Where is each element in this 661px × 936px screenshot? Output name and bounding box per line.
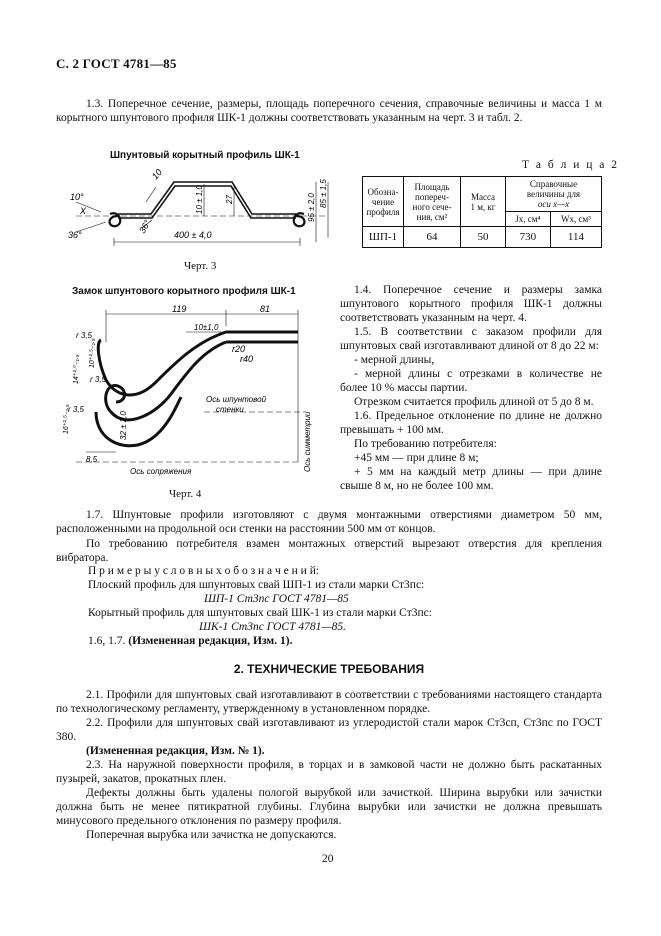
- paragraph-2-1: 2.1. Профили для шпунтовых свай изготавливают в соответствии с требованиями настоящего стандарта по технологическому регламенту, утвержденному в установленном порядке.: [56, 689, 602, 715]
- profile-outline-bottom: [118, 186, 296, 218]
- list-item: +45 мм — при длине 8 м;: [354, 452, 479, 464]
- axis-wall-label: Ось шпунтовой: [206, 395, 267, 404]
- paragraph-1-7: 1.7. Шпунтовые профили изготовляют с двумя монтажными отверстиями диаметром 50 мм, расположенными на продольной оси стенки на расстоянии 500 мм от концов.: [56, 509, 602, 535]
- example-2-code: ШК-1 Ст3пс ГОСТ 4781—85.: [199, 621, 346, 633]
- dim-10-label: 10: [149, 167, 164, 182]
- cell-area: 64: [404, 227, 461, 248]
- paragraph-1-5: 1.5. В соответствии с заказом профили для шпунтовых свай изготавливают длиной от 8 до 22 м:: [340, 326, 602, 352]
- example-2-text: Корытный профиль для шпунтовых свай ШК-1 из стали марки Ст3пс:: [88, 607, 432, 619]
- page-header: С. 2 ГОСТ 4781—85: [56, 56, 177, 71]
- list-item: - мерной длины с отрезками в количестве не более 10 % массы партии.: [340, 368, 602, 394]
- col-reference-header: Справочные величины для оси x—x: [506, 177, 602, 212]
- angle-36-right-label: 36°: [137, 218, 153, 235]
- r35-bottom-label: r 3,5: [68, 405, 85, 414]
- r35-mid-label: r 3,5: [90, 375, 107, 384]
- dim-81-label: 81: [260, 304, 271, 314]
- cell-jx: 730: [506, 227, 551, 248]
- profile-outline-top: [118, 182, 296, 214]
- amendment-note-1: 1.6, 1.7. (Измененная редакция, Изм. 1).: [88, 635, 293, 647]
- col-mass-header: Масса 1 м, кг: [461, 177, 506, 227]
- col-wx-header: Wx, см³: [550, 212, 601, 227]
- left-lock: [110, 213, 121, 226]
- dim-8-5-label: 8,5: [86, 455, 98, 464]
- figure-3-drawing: [56, 162, 338, 258]
- list-item: - мерной длины,: [354, 354, 435, 366]
- lock-inner: [106, 342, 226, 420]
- dim-85-label: 85 ± 1,5: [319, 179, 328, 208]
- angle-36-left-label: 36°: [68, 230, 82, 240]
- paragraph-2-2: 2.2. Профили для шпунтовых свай изготавливают из углеродистой стали марок Ст3сп, Ст3пс по ГОСТ 380.: [56, 717, 602, 743]
- dim-10-label: 10±1,0: [194, 323, 219, 332]
- dim-14-tol-label: 14⁺²·⁰₋₁.₅: [73, 354, 80, 384]
- r40-label: r40: [240, 354, 254, 364]
- section-2-title: 2. ТЕХНИЧЕСКИЕ ТРЕБОВАНИЯ: [233, 662, 425, 676]
- cell-wx: 114: [550, 227, 601, 248]
- paragraph-2-3: 2.3. На наружной поверхности профиля, в торцах и в замковой части не должно быть раскатанных пузырей, закатов, прокатных плен.: [56, 759, 602, 785]
- table-2-title: Т а б л и ц а 2: [522, 159, 620, 171]
- dim-32-label: 32 ± 2,0: [119, 411, 128, 440]
- table-row: [363, 227, 602, 248]
- examples-title: П р и м е р ы у с л о в н ы х о б о з н а ч е н и й:: [88, 565, 320, 577]
- dim-400-label: 400 ± 4,0: [174, 230, 212, 240]
- figure-4-drawing: [56, 302, 326, 482]
- paragraph-1-3: 1.3. Поперечное сечение, размеры, площадь поперечного сечения, справочные величины и масса 1 м корытного шпунтового профиля ШК-1 должны соответствовать указанным на черт. 3 и табл. 2.: [56, 98, 602, 124]
- col-area-header: Площадь попереч- ного сече- ния, см²: [404, 177, 461, 227]
- r35-top-label: r 3,5: [76, 331, 93, 340]
- paragraph-2-3c: Поперечная вырубка или зачистка не допускаются.: [86, 829, 337, 841]
- amendment-note-2: (Измененная редакция, Изм. № 1).: [86, 745, 265, 757]
- paragraph-1-6: 1.6. Предельное отклонение по длине не должно превышать + 100 мм.: [340, 410, 602, 436]
- figure-3-caption: Шпунтовый корытный профиль ШК-1: [110, 150, 300, 161]
- dim-10-thick-label: 10 ± 1,0: [195, 185, 204, 214]
- dim-16-tol-label: 16⁺²·⁵₋₁.₅: [63, 404, 70, 434]
- paragraph-consumer: По требованию потребителя:: [354, 438, 497, 450]
- cell-mass: 50: [461, 227, 506, 248]
- list-item: + 5 мм на каждый метр длины — при длине свыше 8 м, но не более 100 мм.: [340, 466, 602, 492]
- example-1-text: Плоский профиль для шпунтовых свай ШП-1 из стали марки Ст3пс:: [88, 579, 425, 591]
- figure-4-number: Черт. 4: [169, 488, 202, 500]
- axis-symmetry-label: Ось симметрии: [303, 411, 312, 472]
- dim-10-tol-label: 10⁺²·⁵₋₁.₅: [89, 338, 96, 368]
- lock-hook: [96, 397, 181, 446]
- dim-27-label: 27: [225, 195, 234, 204]
- figure-4-caption: Замок шпунтового корытного профиля ШК-1: [72, 286, 296, 297]
- r20-label: r20: [232, 344, 246, 354]
- page-number: 20: [322, 853, 334, 865]
- paragraph-2-3b: Дефекты должны быть удалены пологой вырубкой или зачисткой. Ширина вырубки или зачистки должна быть не менее пятикратной глубины. Глубина вырубки или зачистки не должна превышать минусового предельного отклонения по размеру профиля.: [56, 787, 602, 827]
- right-lock: [294, 213, 305, 226]
- axis-x-label: X: [80, 206, 87, 216]
- col-designation-header: Обозна- чение профиля: [363, 177, 404, 227]
- axis-wall-label-2: стенки: [216, 405, 244, 414]
- paragraph-segment: Отрезком считается профиль длиной от 5 до 8 м.: [354, 396, 594, 408]
- paragraph-1-4: 1.4. Поперечное сечение и размеры замка шпунтового корытного профиля ШК-1 должны соответствовать указанным на черт. 4.: [340, 284, 602, 324]
- axis-joint-label: Ось сопряжения: [130, 467, 192, 476]
- col-jx-header: Jx, см⁴: [506, 212, 551, 227]
- table-2: [362, 176, 602, 248]
- right-column-text: [340, 283, 602, 493]
- paragraph-1-7b: По требованию потребителя взамен монтажных отверстий вырезают отверстия для крепления вибратора.: [56, 538, 602, 564]
- figure-3-number: Черт. 3: [184, 260, 217, 272]
- cell-designation: ШП-1: [363, 227, 404, 248]
- example-1-code: ШП-1 Ст3пс ГОСТ 4781—85: [204, 593, 349, 605]
- dim-95-label: 95 ± 2,0: [307, 193, 316, 222]
- angle-10-label: 10°: [70, 192, 84, 202]
- dim-119-label: 119: [172, 304, 187, 314]
